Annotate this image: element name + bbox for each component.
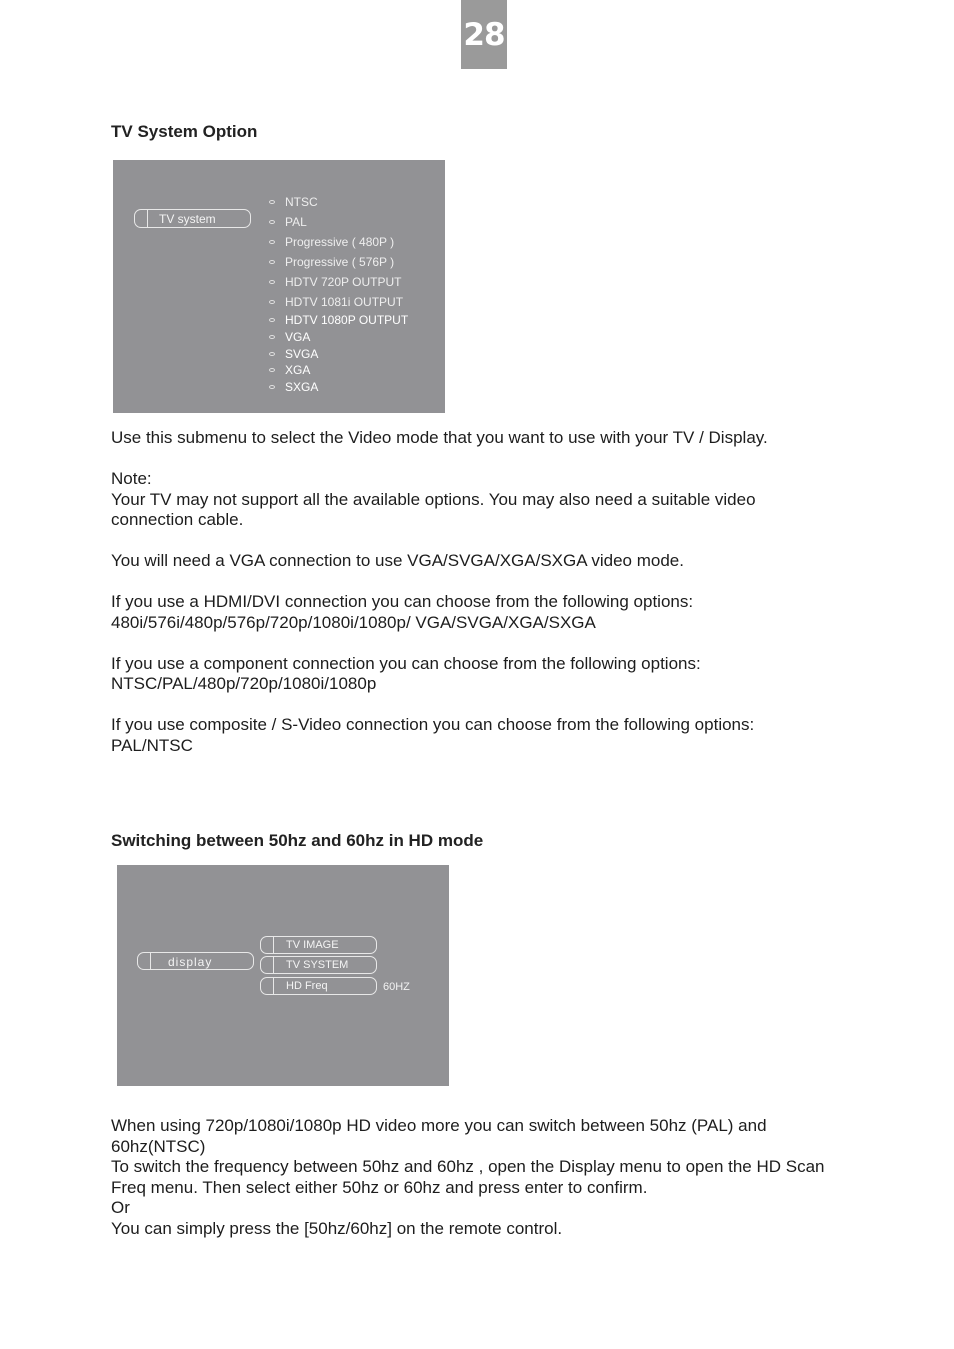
radio-icon (269, 200, 275, 204)
component-paragraph-line1: If you use a component connection you can choose from the following options: (111, 653, 701, 673)
menu-item-hd-freq: HD Freq (260, 977, 377, 995)
hdmi-paragraph-line2: 480i/576i/480p/576p/720p/1080i/1080p/ VGA/SVGA/XGA/SXGA (111, 612, 596, 632)
radio-icon (269, 260, 275, 264)
radio-icon (269, 368, 275, 372)
note-paragraph: Your TV may not support all the available options. You may also need a suitable video connection cable. (111, 489, 756, 529)
radio-icon (269, 318, 275, 322)
composite-paragraph-line1: If you use composite / S-Video connection you can choose from the following options: (111, 715, 755, 734)
tv-option-vga: VGA (269, 329, 310, 345)
page-number-tab: 28 (461, 0, 507, 69)
note-label: Note: (111, 469, 152, 488)
component-paragraph-line2: NTSC/PAL/480p/720p/1080i/1080p (111, 674, 377, 693)
hd-freq-heading: Switching between 50hz and 60hz in HD mode (111, 831, 484, 850)
or-paragraph: Or (111, 1198, 130, 1217)
hdmi-paragraph-line1: If you use a HDMI/DVI connection you can choose from the following options: (111, 592, 694, 611)
tv-option-pal: PAL (269, 214, 307, 230)
tv-option-xga: XGA (269, 362, 310, 378)
radio-icon (269, 220, 275, 224)
vga-paragraph: You will need a VGA connection to use VGA/SVGA/XGA/SXGA video mode. (111, 551, 684, 570)
tv-option-480p: Progressive ( 480P ) (269, 234, 394, 250)
switch-instructions-paragraph: To switch the frequency between 50hz and 60hz , open the Display menu to open the HD Scan Freq menu. Then select either 50hz or 60hz and press enter to confirm. (111, 1157, 825, 1197)
tv-option-sxga: SXGA (269, 379, 318, 395)
hd-freq-value: 60HZ (383, 981, 410, 993)
section1-text (111, 428, 841, 756)
tv-option-720p: HDTV 720P OUTPUT (269, 274, 401, 290)
section2-text (111, 1116, 841, 1239)
tv-system-label-text: TV system (159, 212, 216, 226)
radio-icon (269, 335, 275, 339)
radio-icon (269, 352, 275, 356)
display-menu-label (137, 952, 254, 970)
tv-option-svga: SVGA (269, 346, 318, 362)
tv-option-576p: Progressive ( 576P ) (269, 254, 394, 270)
composite-paragraph-line2: PAL/NTSC (111, 735, 193, 755)
remote-paragraph: You can simply press the [50hz/60hz] on the remote control. (111, 1218, 563, 1238)
radio-icon (269, 385, 275, 389)
radio-icon (269, 240, 275, 244)
tv-system-menu-label (134, 209, 251, 228)
menu-item-tv-image: TV IMAGE (260, 936, 377, 954)
display-label-text: display (168, 955, 213, 969)
hd-mode-paragraph: When using 720p/1080i/1080p HD video more you can switch between 50hz (PAL) and 60hz(NTSC) (111, 1116, 767, 1156)
tv-option-1080p: HDTV 1080P OUTPUT (269, 312, 408, 328)
tv-option-ntsc: NTSC (269, 194, 318, 210)
tv-system-options-list (269, 194, 439, 394)
radio-icon (269, 300, 275, 304)
tv-system-menu-screenshot (113, 160, 445, 413)
tv-system-heading: TV System Option (111, 122, 258, 141)
tv-option-1081i: HDTV 1081i OUTPUT (269, 294, 403, 310)
radio-icon (269, 280, 275, 284)
menu-item-tv-system: TV SYSTEM (260, 956, 377, 974)
display-menu-screenshot (117, 865, 449, 1086)
intro-paragraph: Use this submenu to select the Video mode that you want to use with your TV / Display. (111, 428, 768, 447)
